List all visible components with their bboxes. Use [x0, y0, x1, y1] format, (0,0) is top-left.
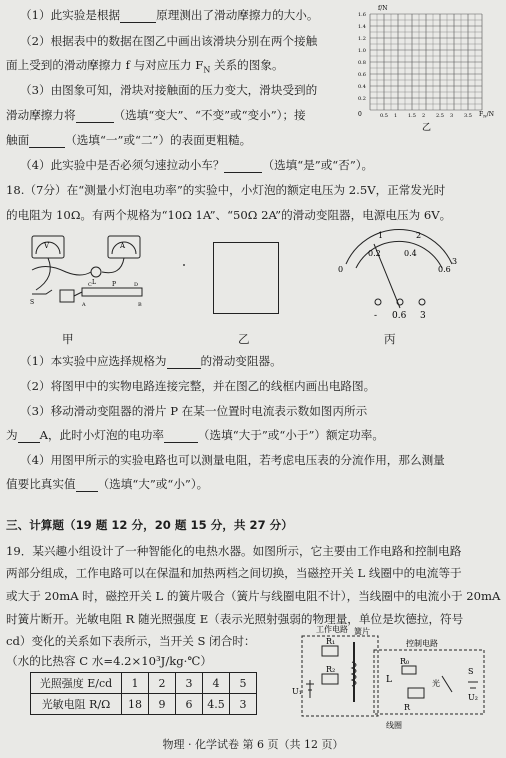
- q17-part4: （4）此实验中是否必须匀速拉动小车？ （选填“是”或“否”）。: [20, 158, 374, 172]
- q18-line1: 18.（7分）在“测量小灯泡电功率”的实验中，小灯泡的额定电压为 2.5V，正常发光时: [6, 183, 446, 197]
- q19-line4: 时簧片断开。光敏电阻 R 随光照强度 E（表示光照射强弱的物理量，单位是坎德拉，符号: [6, 612, 464, 626]
- svg-text:R₂: R₂: [326, 665, 336, 674]
- table-row: 光照强度 E/cd 1 2 3 4 5: [31, 673, 257, 694]
- svg-text:V: V: [44, 242, 50, 250]
- svg-text:R₁: R₁: [326, 637, 336, 646]
- q18-sub2: （2）将图甲中的实物电路连接完整，并在图乙的线框内画出电路图。: [20, 379, 376, 393]
- y-tick-label: 0.4: [358, 84, 366, 90]
- q19-line6: （水的比热容 C 水=4.2×10³J/kg·℃）: [6, 654, 212, 668]
- dot-mark: [183, 264, 185, 266]
- x-tick-label: 2: [422, 113, 426, 119]
- figure-jia-apparatus: [26, 232, 156, 312]
- graph-f-vs-fn: [356, 2, 506, 132]
- x-tick-label: 0.5: [380, 113, 388, 119]
- answer-blank[interactable]: [120, 10, 156, 23]
- q17-part2-line2: 面上受到的滑动摩擦力 f 与对应压力 $F_N$ 关系的图象。: [6, 58, 284, 75]
- svg-text:B: B: [138, 302, 142, 308]
- answer-blank[interactable]: [76, 479, 98, 492]
- svg-text:线圈: 线圈: [386, 721, 402, 730]
- figure-yi-frame[interactable]: [213, 242, 279, 314]
- q18-sub4-line1: （4）用图甲所示的实验电路也可以测量电阻，若考虑电压表的分流作用，那么测量: [20, 453, 445, 467]
- bulb-icon: [91, 267, 101, 277]
- svg-text:光: 光: [432, 679, 440, 688]
- answer-blank[interactable]: [29, 135, 65, 148]
- table-row: 光敏电阻 R/Ω 18 9 6 4.5 3: [31, 694, 257, 715]
- svg-text:1: 1: [378, 231, 384, 240]
- svg-text:D: D: [134, 282, 139, 288]
- answer-blank[interactable]: [224, 160, 262, 173]
- svg-text:R₀: R₀: [400, 657, 410, 666]
- svg-text:C: C: [88, 282, 92, 288]
- figure-water-heater-circuit: [282, 622, 492, 734]
- q18-sub3-line1: （3）移动滑动变阻器的滑片 P 在某一位置时电流表示数如图丙所示: [20, 404, 368, 418]
- q18-line2: 的电阻为 10Ω。有两个规格为“10Ω 1A”、“50Ω 2A”的滑动变阻器，电源电压为 6V。: [6, 208, 452, 222]
- q18-sub3-line2: 为 A，此时小灯泡的电功率 （选填“大于”或“小于”）额定功率。: [6, 428, 384, 442]
- resistor-r1: [322, 646, 338, 656]
- svg-text:L: L: [92, 279, 96, 286]
- q18-sub1: （1）本实验中应选择规格为 的滑动变阻器。: [20, 354, 282, 368]
- q17-part3-line2: 滑动摩擦力将 （选填“变大”、“不变”或“变小”）；接: [6, 108, 306, 122]
- y-tick-label: 0.8: [358, 60, 366, 66]
- svg-text:-: -: [374, 311, 378, 321]
- light-resistance-table: [30, 672, 257, 715]
- answer-blank[interactable]: [167, 356, 201, 369]
- battery-icon: [60, 290, 74, 302]
- answer-blank[interactable]: [164, 430, 198, 443]
- q19-line3: 或大于 20mA 时，磁控开关 L 的簧片吸合（簧片与线圈电阻不计），当线圈中的电流小于 20mA: [6, 589, 501, 603]
- q17-part3-line1: （3）由图象可知，滑块对接触面的压力变大，滑块受到的: [20, 83, 318, 97]
- svg-text:簧片: 簧片: [354, 627, 370, 636]
- svg-text:0.4: 0.4: [404, 249, 417, 258]
- y-tick-label: 1.0: [358, 48, 366, 54]
- svg-text:S: S: [30, 299, 35, 306]
- q17-part1: （1）此实验是根据 原理测出了滑动摩擦力的大小。: [20, 8, 319, 22]
- figure-bing-ammeter: [334, 226, 464, 326]
- svg-text:L: L: [386, 675, 392, 685]
- svg-text:控制电路: 控制电路: [406, 639, 438, 648]
- y-tick-label: 1.2: [358, 36, 366, 42]
- x-tick-label: 3: [450, 113, 454, 119]
- graph-label: 乙: [422, 123, 432, 132]
- answer-blank[interactable]: [18, 430, 40, 443]
- graph-y-title: f/N: [378, 5, 388, 12]
- q17-part3-line3: 触面 （选填“一”或“二”）的表面更粗糙。: [6, 133, 252, 147]
- svg-text:0.6: 0.6: [438, 265, 451, 274]
- q19-line5: cd）变化的关系如下表所示，当开关 S 闭合时：: [6, 634, 256, 648]
- svg-text:工作电路: 工作电路: [316, 625, 348, 634]
- q18-sub4-line2: 值要比真实值 （选填“大”或“小”）。: [6, 477, 209, 491]
- svg-text:A: A: [82, 302, 86, 308]
- q17-part2-line1: （2）根据表中的数据在图乙中画出该滑块分别在两个接触: [20, 34, 318, 48]
- y-tick-label: 1.6: [358, 12, 366, 18]
- q19-line2: 两部分组成，工作电路可以在保温和加热两档之间切换，当磁控开关 L 线圈中的电流等于: [6, 566, 462, 580]
- svg-text:0.2: 0.2: [368, 249, 381, 258]
- figure-yi-label: 乙: [238, 332, 250, 346]
- section-3-title: 三、计算题（19 题 12 分，20 题 15 分，共 27 分）: [6, 518, 293, 532]
- svg-text:S: S: [468, 667, 474, 676]
- svg-text:R: R: [404, 703, 411, 712]
- svg-text:3: 3: [420, 311, 426, 321]
- graph-x-title: $F_N/N$: [479, 111, 494, 119]
- svg-text:P: P: [112, 281, 117, 288]
- y-tick-label: 0.2: [358, 96, 366, 102]
- graph-origin: 0: [358, 111, 362, 118]
- svg-text:U₂: U₂: [468, 693, 478, 702]
- graph-grid: [358, 12, 482, 119]
- y-tick-label: 1.4: [358, 24, 366, 30]
- work-circuit-box: [302, 636, 378, 716]
- x-tick-label: 2.5: [436, 113, 444, 119]
- svg-text:2: 2: [416, 231, 422, 240]
- x-tick-label: 1: [394, 113, 398, 119]
- answer-blank[interactable]: [76, 110, 114, 123]
- svg-text:A: A: [120, 242, 126, 250]
- y-tick-label: 0.6: [358, 72, 366, 78]
- x-tick-label: 3.5: [464, 113, 472, 119]
- svg-text:0.6: 0.6: [392, 311, 407, 321]
- resistor-r0: [402, 666, 416, 674]
- figure-bing-label: 丙: [384, 332, 396, 346]
- photoresistor-r: [408, 688, 424, 698]
- svg-text:3: 3: [452, 257, 458, 266]
- q19-line1: 19．某兴趣小组设计了一种智能化的电热水器。如图所示，它主要由工作电路和控制电路: [6, 544, 462, 558]
- x-tick-label: 1.5: [408, 113, 416, 119]
- rheostat-icon: [82, 288, 142, 296]
- svg-text:U₁: U₁: [292, 687, 302, 696]
- svg-text:0: 0: [338, 265, 344, 274]
- figure-jia-label: 甲: [62, 332, 74, 346]
- resistor-r2: [322, 674, 338, 684]
- page-footer: 物理 · 化学试卷 第 6 页（共 12 页）: [162, 738, 344, 751]
